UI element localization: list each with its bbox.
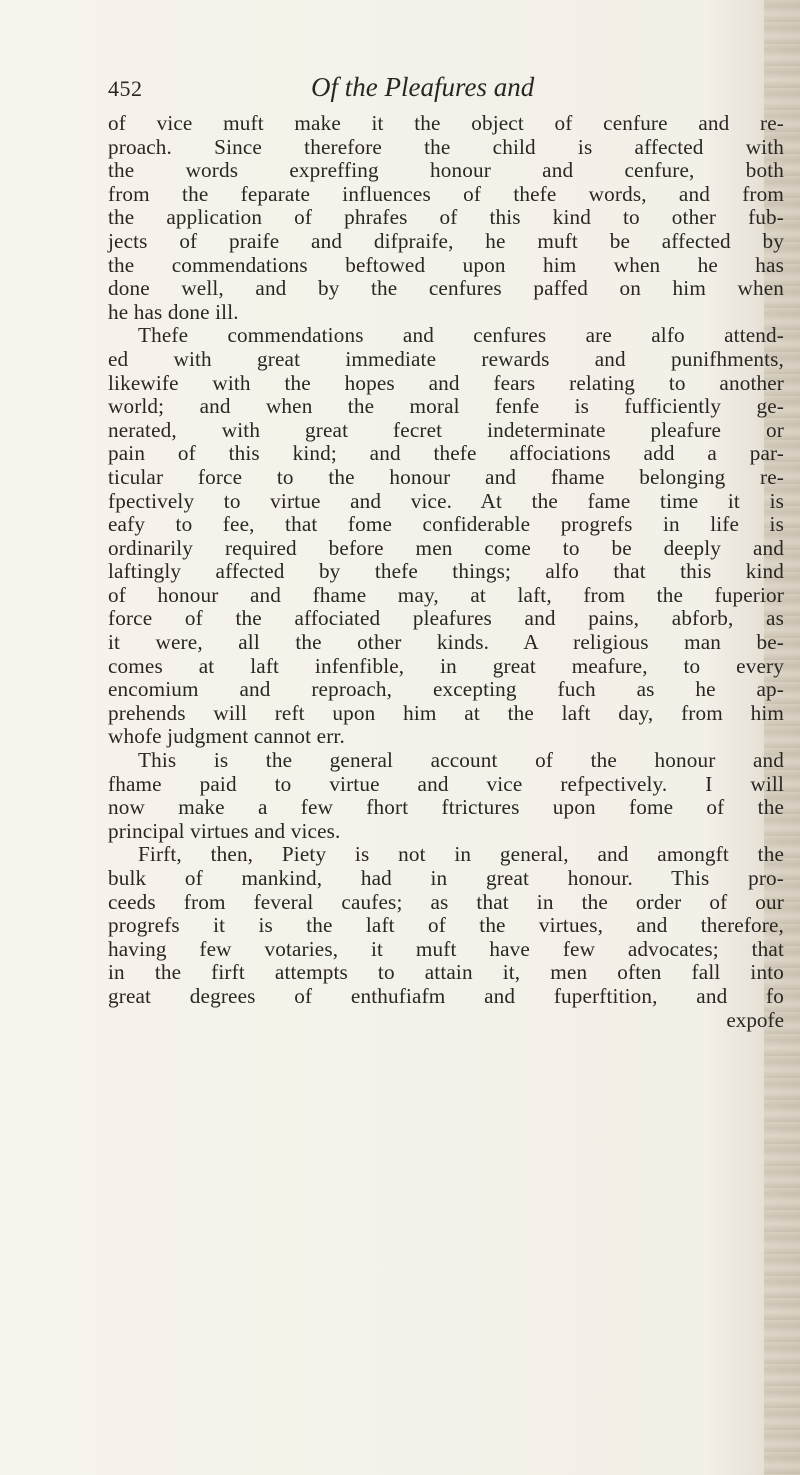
text-line: fhame paid to virtue and vice refpectively. I will (108, 771, 784, 796)
text-line: now make a few fhort ftrictures upon fome of the (108, 795, 784, 820)
text-line: done well, and by the cenfures paffed on him when (108, 276, 784, 301)
text-line: nerated, with great fecret indeterminate pleafure or (108, 417, 784, 442)
page-number: 452 (108, 76, 143, 101)
text-line: bulk of mankind, had in great honour. This pro- (108, 866, 784, 890)
page-header (108, 68, 708, 108)
text-line: he has done ill. (108, 299, 239, 324)
text-line: prehends will reft upon him at the laft day, from him (108, 700, 784, 725)
paragraph-start-line: Firft, then, Piety is not in general, and amongft the (138, 842, 784, 867)
text-line: it were, all the other kinds. A religious man be- (108, 630, 784, 655)
text-line: jects of praife and difpraife, he muft be affected by (108, 228, 784, 253)
body-text (108, 112, 788, 1032)
text-line: principal virtues and vices. (108, 818, 341, 843)
text-line: world; and when the moral fenfe is fufficiently ge- (108, 394, 784, 419)
running-head: Of the Pleafures and (311, 72, 535, 102)
text-line: of honour and fhame may, at laft, from the fuperior (108, 582, 784, 607)
catchword: expofe (726, 1007, 784, 1032)
text-line: ticular force to the honour and fhame belonging re- (108, 464, 784, 489)
text-line: of vice muft make it the object of cenfure and re- (108, 111, 784, 135)
text-line: fpectively to virtue and vice. At the fame time it is (108, 488, 784, 513)
paragraph-start-line: This is the general account of the honour and (138, 748, 784, 773)
text-line: eafy to fee, that fome confiderable progrefs in life is (108, 512, 784, 537)
text-line: force of the affociated pleafures and pains, abforb, as (108, 606, 784, 631)
text-line: likewife with the hopes and fears relating to another (108, 370, 784, 395)
text-line: ceeds from feveral caufes; as that in the order of our (108, 889, 784, 914)
paragraph-start-line: Thefe commendations and cenfures are alfo attend- (138, 323, 784, 348)
text-line: ed with great immediate rewards and punifhments, (108, 346, 784, 371)
text-line: the words expreffing honour and cenfure, both (108, 158, 784, 183)
text-line: the application of phrafes of this kind to other fub- (108, 205, 784, 230)
text-line: from the feparate influences of thefe words, and from (108, 181, 784, 206)
text-line: whofe judgment cannot err. (108, 724, 345, 749)
text-line: great degrees of enthufiafm and fuperftition, and fo (108, 983, 784, 1008)
text-line: ordinarily required before men come to be deeply and (108, 535, 784, 560)
text-line: proach. Since therefore the child is affected with (108, 134, 784, 159)
text-line: in the firft attempts to attain it, men often fall into (108, 960, 784, 985)
text-line: pain of this kind; and thefe affociations add a par- (108, 441, 784, 466)
text-line: comes at laft infenfible, in great meafure, to every (108, 653, 784, 678)
text-line: laftingly affected by thefe things; alfo that this kind (108, 559, 784, 584)
text-line: encomium and reproach, excepting fuch as he ap- (108, 677, 784, 702)
text-line: having few votaries, it muft have few advocates; that (108, 936, 784, 961)
text-line: progrefs it is the laft of the virtues, and therefore, (108, 913, 784, 938)
text-line: the commendations beftowed upon him when he has (108, 252, 784, 277)
